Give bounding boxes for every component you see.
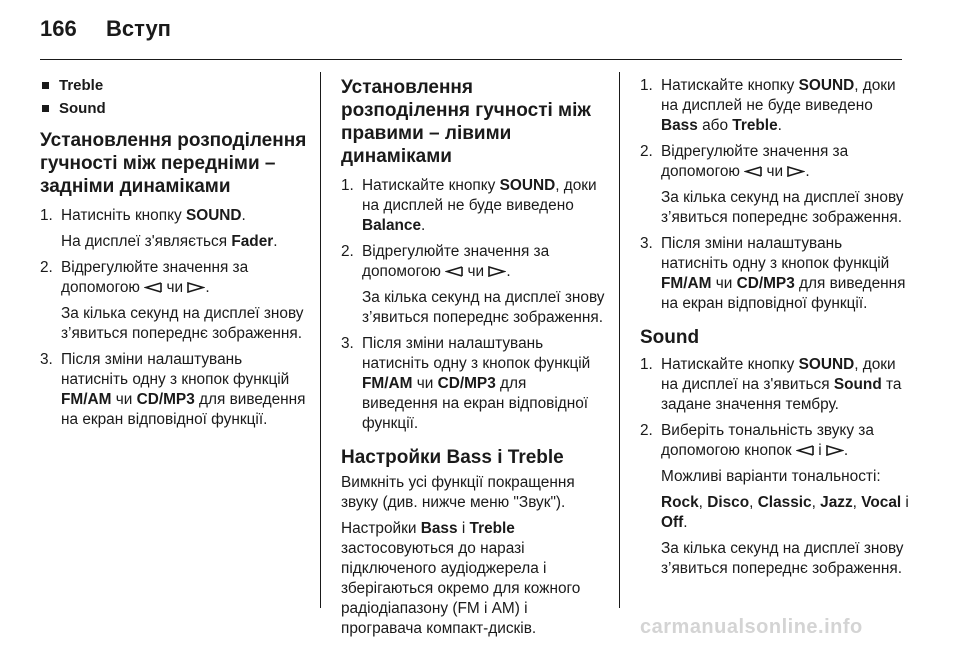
step-note: За кілька секунд на дисплеї знову з’явиться попереднє зображення.	[362, 289, 605, 326]
triangle-left-icon	[445, 266, 463, 277]
triangle-left-icon	[796, 445, 814, 456]
tone-options: Rock, Disco, Classic, Jazz, Vocal і Off.	[661, 494, 909, 531]
step-item: 2. Виберіть тональність звуку за допомогою кнопок і .	[640, 422, 874, 459]
header-rule	[40, 59, 902, 60]
triangle-right-icon	[787, 166, 805, 177]
bullet-item: Sound	[40, 99, 308, 119]
step-item: 2. Відрегулюйте значення за допомогою чи .	[640, 143, 849, 180]
section-heading-sound: Sound	[640, 327, 700, 348]
column-3	[640, 76, 912, 585]
triangle-right-icon	[826, 445, 844, 456]
step-note: Можливі варіанти тональності:	[661, 468, 881, 485]
step-note: За кілька секунд на дисплеї знову з’явиться попереднє зображення.	[661, 540, 904, 577]
step-item: 1. Натискайте кнопку SOUND, доки на дисплей не буде виведено Balance.	[341, 177, 597, 234]
triangle-left-icon	[144, 282, 162, 293]
page-header	[40, 16, 171, 42]
column-1	[40, 76, 308, 436]
step-item: 3. Після зміни налаштувань натисніть одну з кнопок функцій FM/AM чи CD/MP3 для виведення на екран відповідної функції.	[341, 335, 591, 432]
step-item: 2. Відрегулюйте значення за допомогою чи .	[40, 259, 249, 296]
square-bullet-icon	[42, 105, 49, 112]
triangle-right-icon	[187, 282, 205, 293]
step-item: 3. Після зміни налаштувань натисніть одну з кнопок функцій FM/AM чи CD/MP3 для виведення на екран відповідної функції.	[640, 235, 906, 312]
column-2	[341, 76, 605, 645]
step-note: За кілька секунд на дисплеї знову з’явиться попереднє зображення.	[661, 189, 904, 226]
paragraph: Вимкніть усі функції покращення звуку (див. нижче меню "Звук").	[341, 474, 575, 511]
step-item: 3. Після зміни налаштувань натисніть одну з кнопок функцій FM/AM чи CD/MP3 для виведення на екран відповідної функції.	[40, 351, 306, 428]
paragraph: Настройки Bass і Treble застосовуються до наразі підключеного аудіоджерела і зберігаються окремо для кожного радіодіапазону (FM і AM) і програвача компакт-дисків.	[341, 520, 581, 637]
bullet-item: Treble	[40, 76, 308, 96]
step-item: 2. Відрегулюйте значення за допомогою чи .	[341, 243, 550, 280]
page-number: 166	[40, 16, 77, 41]
section-heading-balance: Установлення розподілення гучності між правими – лівими динаміками	[341, 77, 591, 167]
step-note: За кілька секунд на дисплеї знову з’явиться попереднє зображення.	[61, 305, 304, 342]
triangle-left-icon	[744, 166, 762, 177]
square-bullet-icon	[42, 82, 49, 89]
section-heading-bass-treble: Настройки Bass і Treble	[341, 447, 564, 468]
column-divider-1	[320, 72, 321, 608]
watermark: carmanualsonline.info	[640, 616, 863, 638]
step-item: 1. Натискайте кнопку SOUND, доки на дисплеї на з'явиться Sound та задане значення тембру.	[640, 356, 902, 413]
step-item: 1. Натискайте кнопку SOUND, доки на дисплей не буде виведено Bass або Treble.	[640, 77, 896, 134]
triangle-right-icon	[488, 266, 506, 277]
step-note: На дисплеї з'являється Fader.	[61, 233, 278, 250]
step-item: 1. Натисніть кнопку SOUND.	[40, 207, 246, 224]
page-title: Вступ	[106, 16, 171, 41]
section-heading-fader: Установлення розподілення гучності між передніми – задніми динаміками	[40, 130, 307, 197]
column-divider-2	[619, 72, 620, 608]
